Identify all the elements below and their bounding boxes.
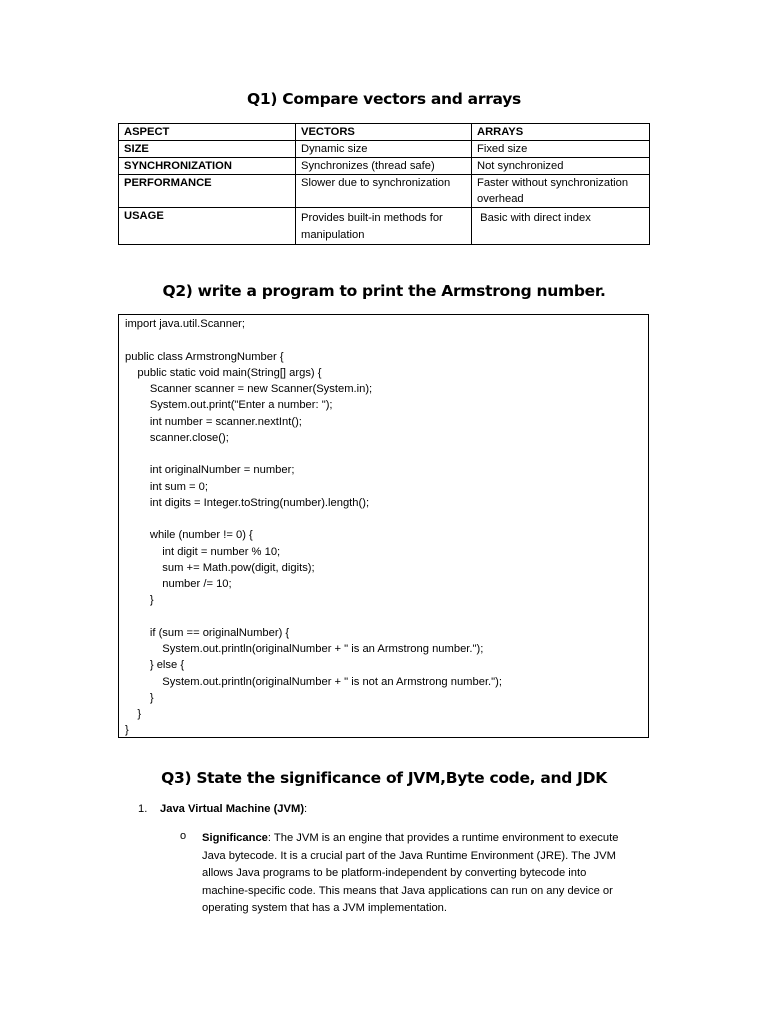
q1-heading: Q1) Compare vectors and arrays (247, 90, 521, 108)
code-line: } (125, 708, 142, 720)
table-cell: PERFORMANCE (119, 175, 296, 208)
code-line: import java.util.Scanner; (125, 318, 246, 330)
table-cell: Dynamic size (296, 141, 472, 158)
code-line: } (125, 724, 129, 737)
code-line: System.out.println(originalNumber + " is an Armstrong number."); (125, 643, 484, 655)
table-row (119, 158, 650, 175)
comparison-table (118, 123, 650, 245)
code-line: int digits = Integer.toString(number).length(); (125, 496, 370, 509)
code-line: } (125, 594, 154, 607)
code-line: int originalNumber = number; (125, 464, 295, 477)
code-line: if (sum == originalNumber) { (125, 626, 290, 639)
list-item-number: 1. (138, 803, 148, 815)
code-line: sum += Math.pow(digit, digits); (125, 561, 315, 574)
significance-paragraph (202, 830, 650, 918)
code-line: public class ArmstrongNumber { (125, 350, 284, 363)
code-line: System.out.print("Enter a number: "); (125, 399, 333, 412)
code-line: int sum = 0; (125, 480, 209, 493)
table-cell: Slower due to synchronization (296, 175, 472, 208)
code-line: number /= 10; (125, 578, 232, 590)
table-cell: USAGE (119, 208, 296, 245)
table-row (119, 208, 650, 245)
code-line: int number = scanner.nextInt(); (125, 415, 302, 428)
bullet-marker: o (180, 830, 187, 842)
q3-heading: Q3) State the significance of JVM,Byte code, and JDK (161, 769, 607, 787)
paragraph-line: allows Java programs to be platform-independent by converting bytecode into (202, 867, 587, 880)
table-cell: Basic with direct index (472, 208, 650, 245)
paragraph-line: Java bytecode. It is a crucial part of the Java Runtime Environment (JRE). The JVM (202, 849, 616, 862)
code-line: while (number != 0) { (125, 529, 253, 542)
code-line: } else { (125, 659, 185, 672)
code-line: } (125, 691, 154, 704)
table-cell: Fixed size (472, 141, 650, 158)
table-header-cell: ARRAYS (472, 124, 650, 141)
list-item-title (160, 803, 307, 815)
list-item-title-text: Java Virtual Machine (JVM) (160, 803, 305, 815)
table-header-row (119, 124, 650, 141)
table-header-cell: ASPECT (119, 124, 296, 141)
table-cell: SYNCHRONIZATION (119, 158, 296, 175)
table-row (119, 141, 650, 158)
code-line: Scanner scanner = new Scanner(System.in); (125, 383, 373, 395)
code-line: System.out.println(originalNumber + " is not an Armstrong number."); (125, 675, 502, 688)
table-row (119, 175, 650, 208)
significance-label: Significance (202, 832, 268, 844)
code-line: int digit = number % 10; (125, 545, 281, 558)
q2-heading: Q2) write a program to print the Armstrong number. (162, 282, 606, 300)
code-line: public static void main(String[] args) { (125, 366, 322, 379)
table-cell: Provides built-in methods for manipulation (296, 208, 472, 245)
table-cell: Not synchronized (472, 158, 650, 175)
paragraph-line (202, 830, 650, 848)
code-block (118, 314, 649, 738)
paragraph-line: operating system that has a JVM implementation. (202, 902, 447, 915)
table-cell: Faster without synchronization overhead (472, 175, 650, 208)
paragraph-line: machine-specific code. This means that Java applications can run on any device or (202, 884, 613, 897)
table-cell: SIZE (119, 141, 296, 158)
paragraph-line-text: : The JVM is an engine that provides a runtime environment to execute (267, 832, 619, 844)
code-line: scanner.close(); (125, 431, 229, 444)
table-cell: Synchronizes (thread safe) (296, 158, 472, 175)
list-item-colon: : (304, 803, 308, 815)
table-header-cell: VECTORS (296, 124, 472, 141)
